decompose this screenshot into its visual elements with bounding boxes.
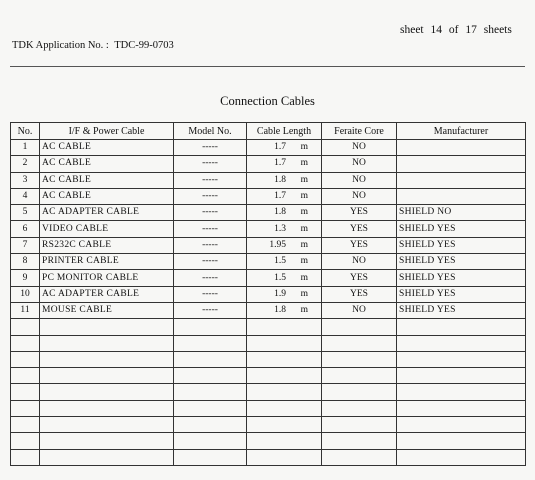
page-title: Connection Cables [220, 94, 315, 108]
application-label: TDK Application No. : [12, 40, 109, 51]
blank-row [11, 433, 526, 449]
blank-cell [322, 433, 397, 449]
blank-cell [247, 417, 322, 433]
blank-cell [174, 417, 247, 433]
cable-length [247, 221, 322, 237]
blank-cell [174, 400, 247, 416]
ferrite-core: NO [322, 188, 397, 204]
cable-length [247, 270, 322, 286]
cable-length [247, 140, 322, 156]
model-number: ----- [174, 205, 247, 221]
cable-length [247, 302, 322, 318]
header-length: Cable Length [247, 123, 322, 140]
model-number: ----- [174, 156, 247, 172]
cable-length [247, 237, 322, 253]
blank-row [11, 400, 526, 416]
cable-name: RS232C CABLE [40, 237, 174, 253]
length-value: 1.95 [269, 239, 286, 250]
total-sheets: 17 [465, 24, 477, 36]
ferrite-core: NO [322, 172, 397, 188]
length-unit: m [300, 158, 308, 169]
blank-cell [322, 368, 397, 384]
model-number: ----- [174, 286, 247, 302]
blank-cell [174, 319, 247, 335]
blank-cell [322, 449, 397, 465]
blank-cell [322, 400, 397, 416]
cable-length [247, 254, 322, 270]
model-number: ----- [174, 237, 247, 253]
blank-cell [40, 417, 174, 433]
blank-cell [247, 433, 322, 449]
blank-cell [247, 351, 322, 367]
row-number: 8 [11, 254, 40, 270]
ferrite-core: NO [322, 254, 397, 270]
length-unit: m [300, 223, 308, 234]
length-value: 1.5 [274, 272, 286, 283]
blank-cell [11, 384, 40, 400]
blank-cell [174, 351, 247, 367]
cable-length [247, 286, 322, 302]
blank-cell [397, 400, 526, 416]
length-value: 1.7 [274, 158, 286, 169]
blank-row [11, 335, 526, 351]
cable-name: AC CABLE [40, 156, 174, 172]
blank-cell [174, 433, 247, 449]
blank-cell [397, 449, 526, 465]
blank-cell [397, 351, 526, 367]
blank-cell [247, 384, 322, 400]
blank-cell [11, 368, 40, 384]
model-number: ----- [174, 188, 247, 204]
blank-cell [40, 368, 174, 384]
blank-row [11, 449, 526, 465]
manufacturer [397, 156, 526, 172]
length-value: 1.7 [274, 142, 286, 153]
table-row [11, 254, 526, 270]
table-row [11, 140, 526, 156]
manufacturer: SHIELD NO [397, 205, 526, 221]
blank-cell [397, 384, 526, 400]
table-row [11, 286, 526, 302]
blank-cell [11, 351, 40, 367]
table-row [11, 156, 526, 172]
row-number: 3 [11, 172, 40, 188]
manufacturer [397, 172, 526, 188]
model-number: ----- [174, 140, 247, 156]
model-number: ----- [174, 270, 247, 286]
table-row [11, 221, 526, 237]
length-unit: m [300, 207, 308, 218]
cable-length [247, 156, 322, 172]
table-row [11, 188, 526, 204]
ferrite-core: NO [322, 156, 397, 172]
cable-name: AC CABLE [40, 140, 174, 156]
table-row [11, 270, 526, 286]
blank-cell [40, 384, 174, 400]
blank-cell [247, 400, 322, 416]
application-number-line [12, 40, 177, 51]
blank-cell [174, 368, 247, 384]
table-row [11, 237, 526, 253]
manufacturer: SHIELD YES [397, 254, 526, 270]
blank-cell [174, 335, 247, 351]
application-number: TDC-99-0703 [114, 40, 174, 51]
cable-name: MOUSE CABLE [40, 302, 174, 318]
row-number: 7 [11, 237, 40, 253]
ferrite-core: YES [322, 286, 397, 302]
blank-cell [397, 368, 526, 384]
cable-length [247, 188, 322, 204]
header-no: No. [11, 123, 40, 140]
length-unit: m [300, 288, 308, 299]
cable-length [247, 205, 322, 221]
table-row [11, 302, 526, 318]
row-number: 2 [11, 156, 40, 172]
blank-cell [247, 319, 322, 335]
blank-cell [11, 319, 40, 335]
blank-cell [322, 384, 397, 400]
blank-cell [40, 335, 174, 351]
length-value: 1.8 [274, 174, 286, 185]
manufacturer: SHIELD YES [397, 286, 526, 302]
sheets-label: sheets [483, 24, 512, 36]
model-number: ----- [174, 172, 247, 188]
manufacturer [397, 140, 526, 156]
header-model: Model No. [174, 123, 247, 140]
ferrite-core: YES [322, 270, 397, 286]
row-number: 4 [11, 188, 40, 204]
cable-length [247, 172, 322, 188]
length-value: 1.7 [274, 191, 286, 202]
cable-name: AC ADAPTER CABLE [40, 286, 174, 302]
blank-cell [322, 417, 397, 433]
table-row [11, 172, 526, 188]
length-unit: m [300, 272, 308, 283]
blank-cell [397, 335, 526, 351]
blank-cell [397, 417, 526, 433]
blank-cell [397, 433, 526, 449]
length-unit: m [300, 256, 308, 267]
sheet-label: sheet [400, 24, 424, 36]
header-manufacturer: Manufacturer [397, 123, 526, 140]
length-value: 1.5 [274, 256, 286, 267]
blank-cell [11, 400, 40, 416]
blank-cell [40, 319, 174, 335]
model-number: ----- [174, 221, 247, 237]
blank-row [11, 368, 526, 384]
blank-row [11, 384, 526, 400]
row-number: 11 [11, 302, 40, 318]
row-number: 9 [11, 270, 40, 286]
blank-row [11, 319, 526, 335]
blank-cell [40, 400, 174, 416]
blank-cell [40, 449, 174, 465]
model-number: ----- [174, 302, 247, 318]
length-value: 1.9 [274, 288, 286, 299]
blank-cell [247, 449, 322, 465]
manufacturer: SHIELD YES [397, 302, 526, 318]
length-unit: m [300, 305, 308, 316]
blank-cell [247, 368, 322, 384]
ferrite-core: YES [322, 237, 397, 253]
table-header-row [11, 123, 526, 140]
row-number: 1 [11, 140, 40, 156]
cable-name: AC CABLE [40, 172, 174, 188]
cable-name: AC CABLE [40, 188, 174, 204]
of-label: of [448, 24, 459, 36]
blank-cell [11, 449, 40, 465]
cable-name: AC ADAPTER CABLE [40, 205, 174, 221]
table-row [11, 205, 526, 221]
blank-cell [40, 433, 174, 449]
blank-cell [322, 319, 397, 335]
sheet-counter [400, 24, 516, 36]
blank-cell [397, 319, 526, 335]
ferrite-core: YES [322, 221, 397, 237]
cable-name: PC MONITOR CABLE [40, 270, 174, 286]
table-body [11, 140, 526, 466]
blank-cell [174, 449, 247, 465]
length-value: 1.8 [274, 305, 286, 316]
cable-name: PRINTER CABLE [40, 254, 174, 270]
blank-cell [322, 351, 397, 367]
ferrite-core: NO [322, 140, 397, 156]
blank-row [11, 351, 526, 367]
header-divider [10, 66, 525, 67]
manufacturer: SHIELD YES [397, 221, 526, 237]
manufacturer: SHIELD YES [397, 237, 526, 253]
blank-row [11, 417, 526, 433]
length-unit: m [300, 239, 308, 250]
length-unit: m [300, 191, 308, 202]
header-core: Feraite Core [322, 123, 397, 140]
blank-cell [322, 335, 397, 351]
row-number: 5 [11, 205, 40, 221]
length-value: 1.3 [274, 223, 286, 234]
blank-cell [11, 417, 40, 433]
cable-name: VIDEO CABLE [40, 221, 174, 237]
blank-cell [247, 335, 322, 351]
blank-cell [40, 351, 174, 367]
length-unit: m [300, 174, 308, 185]
blank-cell [11, 433, 40, 449]
length-value: 1.8 [274, 207, 286, 218]
length-unit: m [300, 142, 308, 153]
blank-cell [11, 335, 40, 351]
manufacturer [397, 188, 526, 204]
manufacturer: SHIELD YES [397, 270, 526, 286]
ferrite-core: NO [322, 302, 397, 318]
row-number: 6 [11, 221, 40, 237]
row-number: 10 [11, 286, 40, 302]
model-number: ----- [174, 254, 247, 270]
sheet-number: 14 [430, 24, 443, 36]
header-cable: I/F & Power Cable [40, 123, 174, 140]
connection-cables-table [10, 122, 526, 466]
blank-cell [174, 384, 247, 400]
ferrite-core: YES [322, 205, 397, 221]
